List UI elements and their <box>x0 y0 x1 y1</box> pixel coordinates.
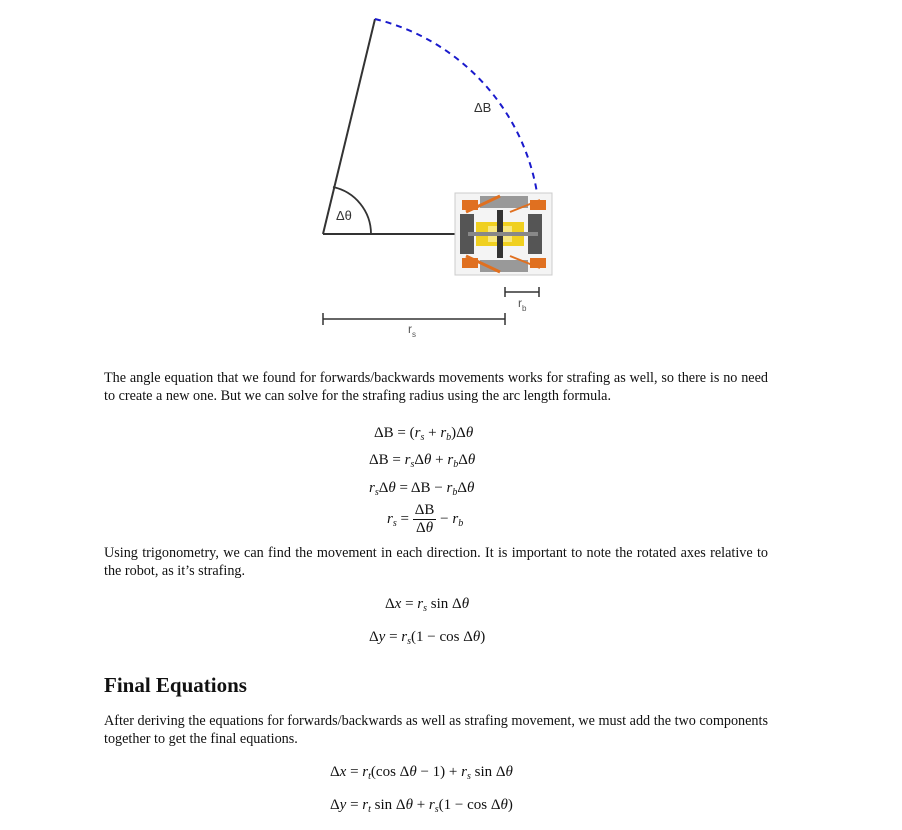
delta-theta-label: Δθ <box>336 208 352 223</box>
equation-delta-x-strafe: $\Delta x = r_s$ sin Δθ <box>385 596 470 614</box>
equation-delta-y-strafe: $\Delta y = r_s(1 - \cos \Delta\theta)$ <box>369 629 486 647</box>
section-heading-final-equations: Final Equations <box>104 673 247 697</box>
paragraph-strafing-intro: The angle equation that we found for forwards/backwards movements works for strafing as well, so there is no need to create a new one. But we can solve for the strafing radius using the arc length formula. <box>104 370 768 405</box>
strafing-diagram <box>0 0 902 360</box>
equation-rs-solved: $r_s$ = $\frac{\Delta B}{\Delta\theta}$ − $r_b$ <box>387 502 464 536</box>
rs-label: $r_s$ <box>408 322 416 339</box>
equation-rs-delta-theta: $r_s\Delta\theta = \Delta B - r_b\Delta\theta$ <box>369 480 475 498</box>
equation-delta-b-expanded: $\Delta B = r_s\Delta\theta + r_b\Delta\theta$ <box>369 452 476 470</box>
paragraph-final-intro: After deriving the equations for forwards/backwards as well as strafing movement, we must add the two components together to get the final equations. <box>104 713 768 748</box>
delta-b-label: ΔB <box>474 100 492 115</box>
paragraph-trigonometry: Using trigonometry, we can find the movement in each direction. It is important to note the rotated axes relative to the robot, as it’s strafing. <box>104 545 768 580</box>
equation-delta-y-final: $\Delta y = r_t$ $\sin \Delta\theta + r_s(1 - \cos \Delta\theta)$ <box>330 797 513 815</box>
robot-image <box>455 193 552 275</box>
equation-delta-x-final: $\Delta x = r_t(\cos$ $\Delta\theta - 1) + r_s$ sin Δθ <box>330 764 513 782</box>
rb-label: $r_b$ <box>518 296 527 313</box>
radius-line-rotated <box>323 19 375 234</box>
equation-delta-b-sum: $\Delta B = (r_s + r_b)\Delta\theta$ <box>374 425 474 443</box>
